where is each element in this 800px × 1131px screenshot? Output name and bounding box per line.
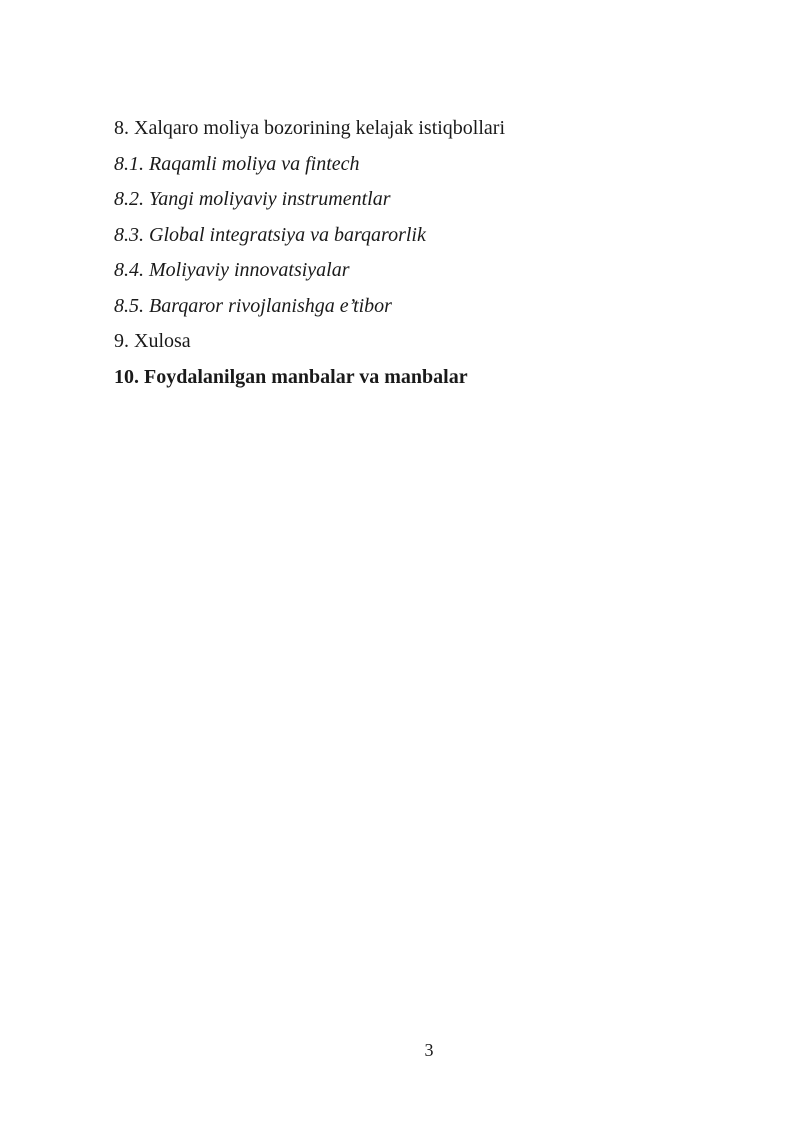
toc-item-8: 8. Xalqaro moliya bozorining kelajak istiqbollari [114, 117, 506, 139]
toc-item-8-2: 8.2. Yangi moliyaviy instrumentlar [114, 188, 391, 210]
table-of-contents [114, 111, 734, 395]
toc-item-8-3: 8.3. Global integratsiya va barqarorlik [114, 223, 426, 246]
toc-item-10: 10. Foydalanilgan manbalar va manbalar [114, 365, 468, 388]
toc-item-8-4: 8.4. Moliyaviy innovatsiyalar [114, 259, 350, 281]
toc-item-8-1: 8.1. Raqamli moliya va fintech [114, 152, 360, 175]
toc-item-8-5: 8.5. Barqaror rivojlanishga e’tibor [114, 294, 392, 317]
toc-item-9: 9. Xulosa [114, 330, 191, 352]
page-number: 3 [424, 1040, 434, 1060]
